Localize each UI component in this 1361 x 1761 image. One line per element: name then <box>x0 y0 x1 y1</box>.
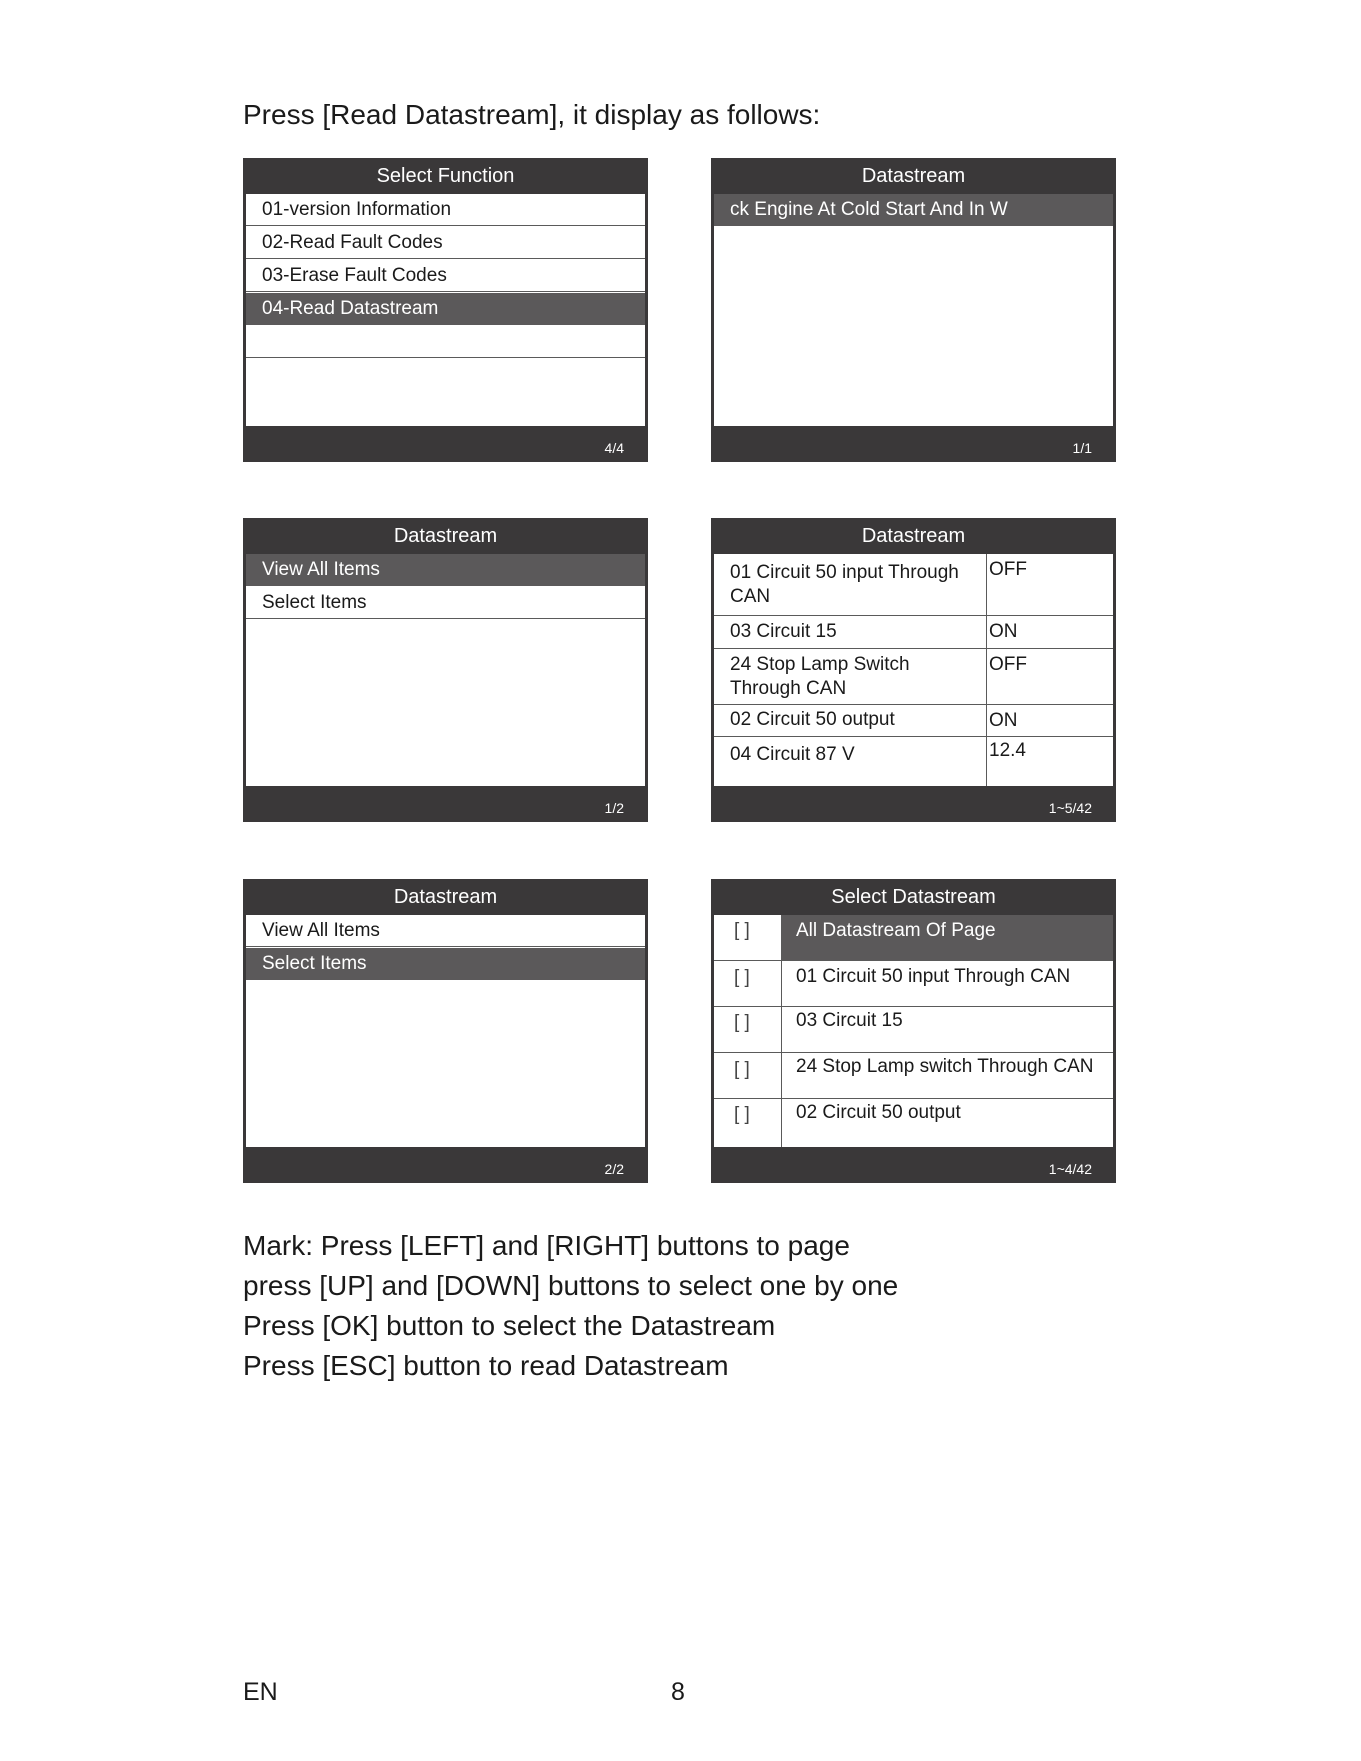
menu-item-read-datastream[interactable]: 04-Read Datastream <box>246 293 645 325</box>
screen-select-function <box>243 158 648 462</box>
menu-item-view-all-items[interactable]: View All Items <box>246 554 645 586</box>
language-label: EN <box>243 1678 278 1706</box>
menu-item-erase-fault-codes[interactable]: 03-Erase Fault Codes <box>246 260 645 292</box>
instruction-line: press [UP] and [DOWN] buttons to select one by one <box>243 1270 899 1301</box>
select-row-all[interactable] <box>714 915 1113 961</box>
screen-datastream-values <box>711 518 1116 822</box>
select-row[interactable] <box>714 961 1113 1007</box>
datastream-value: 12.4 <box>989 740 1026 761</box>
instruction-line: Mark: Press [LEFT] and [RIGHT] buttons to page <box>243 1230 850 1261</box>
page-indicator: 1~4/42 <box>1048 1161 1092 1177</box>
datastream-value: ON <box>989 621 1018 642</box>
datastream-row[interactable] <box>714 705 1113 737</box>
datastream-row[interactable] <box>714 616 1113 649</box>
menu-item-view-all-items[interactable]: View All Items <box>246 915 645 947</box>
select-row-label: 24 Stop Lamp switch Through CAN <box>796 1056 1094 1077</box>
select-row[interactable] <box>714 1053 1113 1099</box>
datastream-row[interactable] <box>714 649 1113 705</box>
screen-select-datastream <box>711 879 1116 1183</box>
datastream-row[interactable] <box>714 554 1113 616</box>
instruction-line: Press [OK] button to select the Datastream <box>243 1310 776 1341</box>
page-indicator: 1/1 <box>1072 440 1092 456</box>
checkbox[interactable]: [ ] <box>734 1012 750 1033</box>
page-indicator: 1~5/42 <box>1048 800 1092 816</box>
menu-item-version-information[interactable]: 01-version Information <box>246 194 645 226</box>
datastream-name: 01 Circuit 50 input Through CAN <box>730 562 959 607</box>
instructions <box>243 1226 898 1386</box>
datastream-name: 24 Stop Lamp Switch Through CAN <box>730 654 910 699</box>
datastream-row[interactable] <box>714 737 1113 786</box>
screen-title: Datastream <box>393 525 498 547</box>
menu-item-select-items[interactable]: Select Items <box>246 587 645 619</box>
menu-item-read-fault-codes[interactable]: 02-Read Fault Codes <box>246 227 645 259</box>
page-indicator: 4/4 <box>604 440 624 456</box>
datastream-value: OFF <box>989 559 1027 580</box>
datastream-name: 04 Circuit 87 V <box>730 744 855 765</box>
menu-item-empty <box>246 326 645 358</box>
intro-text: Press [Read Datastream], it display as follows: <box>243 99 821 130</box>
screen-title: Datastream <box>861 525 966 547</box>
select-row-label: All Datastream Of Page <box>796 920 996 941</box>
instruction-line: Press [ESC] button to read Datastream <box>243 1350 729 1381</box>
screen-title: Select Datastream <box>831 886 996 908</box>
checkbox[interactable]: [ ] <box>734 1104 750 1125</box>
checkbox[interactable]: [ ] <box>734 967 750 988</box>
datastream-name: 03 Circuit 15 <box>730 621 837 642</box>
page-indicator: 1/2 <box>604 800 624 816</box>
screen-title: Datastream <box>861 165 966 187</box>
select-row-label: 03 Circuit 15 <box>796 1010 903 1031</box>
menu-item-select-items[interactable]: Select Items <box>246 948 645 980</box>
screen-datastream-mode-view-all <box>243 518 648 822</box>
screen-datastream-mode-select <box>243 879 648 1183</box>
select-row[interactable] <box>714 1099 1113 1147</box>
screen-datastream-list <box>711 158 1116 462</box>
checkbox[interactable]: [ ] <box>734 920 750 941</box>
screen-title: Datastream <box>393 886 498 908</box>
datastream-name: 02 Circuit 50 output <box>730 709 895 730</box>
datastream-value: ON <box>989 710 1018 731</box>
datastream-item[interactable]: ck Engine At Cold Start And In W <box>714 194 1113 226</box>
checkbox[interactable]: [ ] <box>734 1059 750 1080</box>
select-row[interactable] <box>714 1007 1113 1053</box>
screen-title: Select Function <box>376 165 515 187</box>
page-number: 8 <box>671 1678 685 1706</box>
select-row-label: 02 Circuit 50 output <box>796 1102 961 1123</box>
page-indicator: 2/2 <box>604 1161 624 1177</box>
datastream-value: OFF <box>989 654 1027 675</box>
select-row-label: 01 Circuit 50 input Through CAN <box>796 966 1071 987</box>
